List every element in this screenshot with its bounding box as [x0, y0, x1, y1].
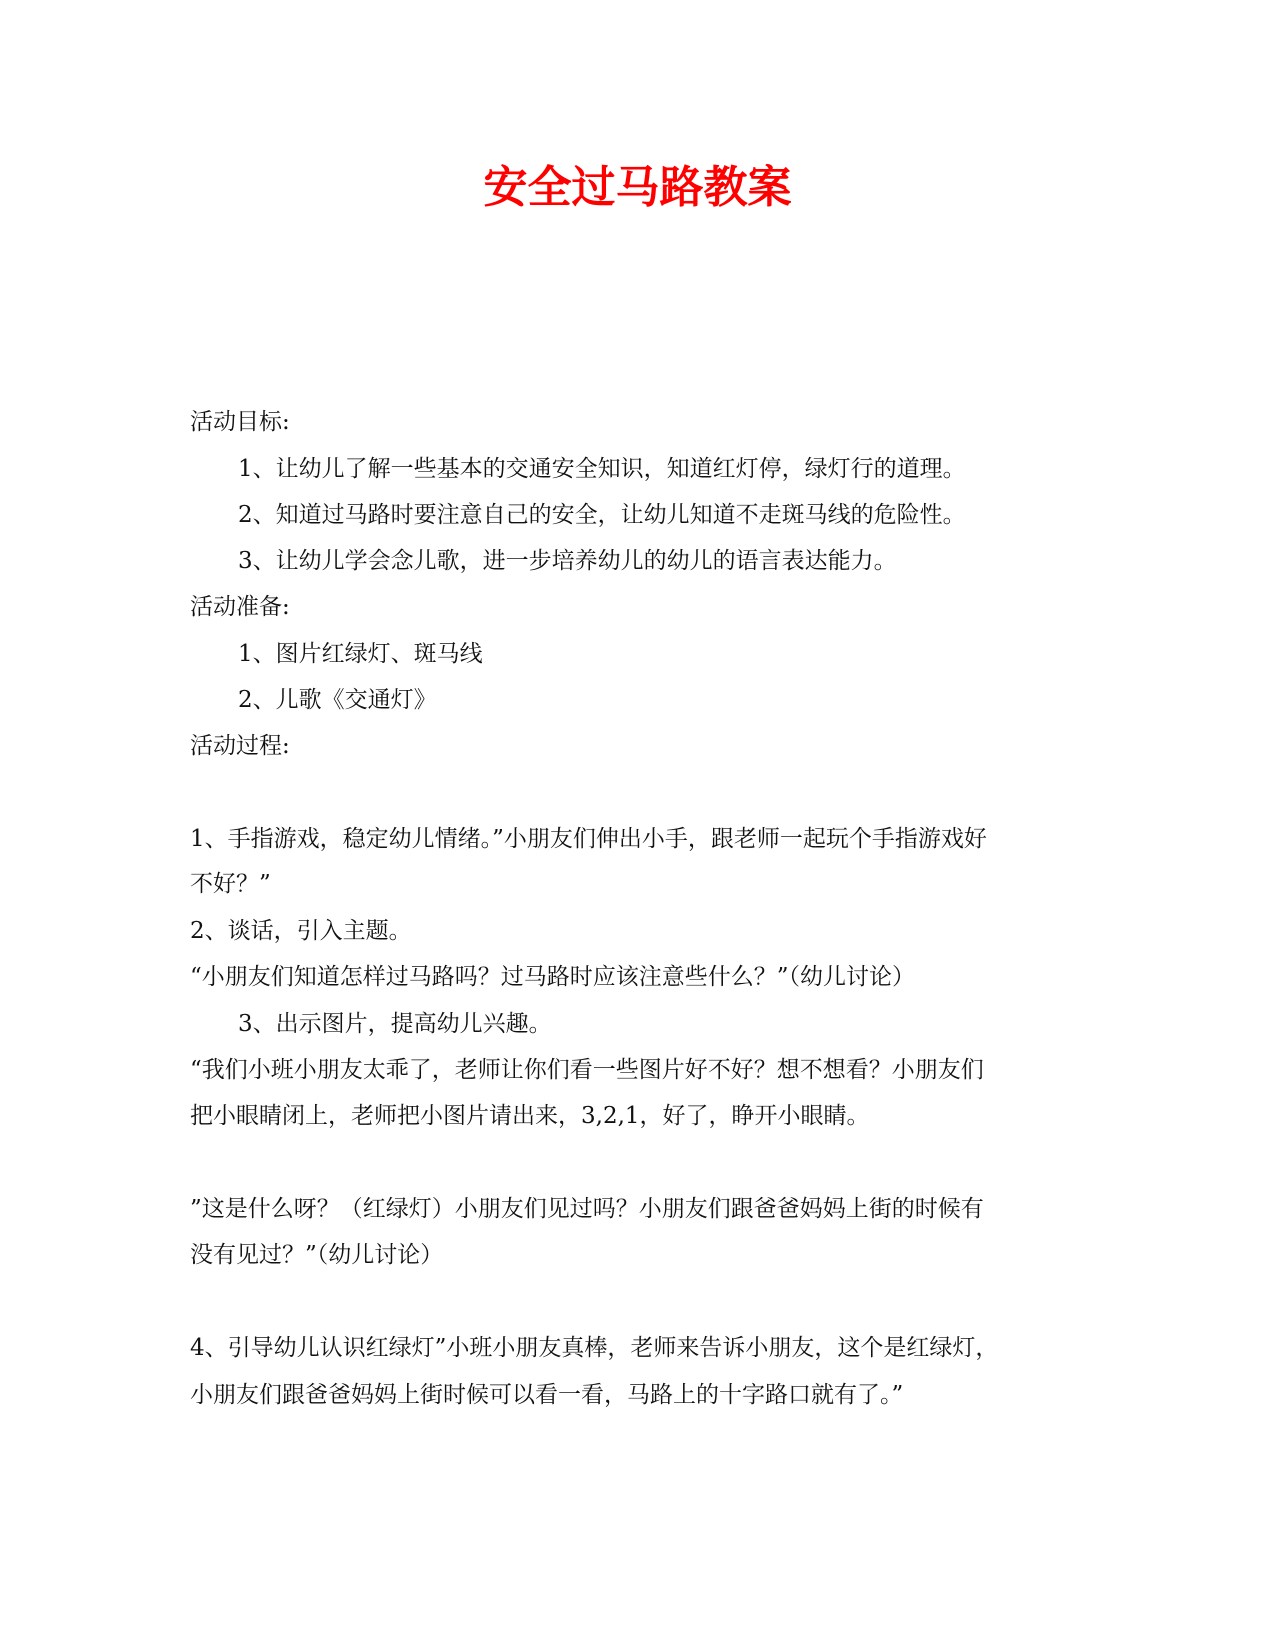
process-paragraph-line: 把小眼睛闭上，老师把小图片请出来，3,2,1，好了，睁开小眼睛。 [190, 1103, 870, 1129]
preparation-item-1: 1、图片红绿灯、斑马线 [238, 641, 483, 667]
process-step-heading: 2、谈话，引入主题。 [190, 918, 412, 944]
process-paragraph-line: ”这是什么呀？（红绿灯）小朋友们见过吗？小朋友们跟爸爸妈妈上街的时候有 [190, 1196, 984, 1222]
section-heading-goals: 活动目标: [190, 409, 290, 435]
section-heading-process: 活动过程: [190, 733, 290, 759]
process-step-heading: 3、出示图片，提高幼儿兴趣。 [238, 1011, 552, 1037]
process-paragraph-line: 1、手指游戏，稳定幼儿情绪。”小朋友们伸出小手，跟老师一起玩个手指游戏好 [190, 826, 987, 852]
goal-item-1: 1、让幼儿了解一些基本的交通安全知识，知道红灯停，绿灯行的道理。 [238, 456, 966, 482]
process-paragraph-line: 4、引导幼儿认识红绿灯”小班小朋友真棒，老师来告诉小朋友，这个是红绿灯， [190, 1335, 999, 1361]
process-paragraph-line: 小朋友们跟爸爸妈妈上街时候可以看一看，马路上的十字路口就有了。” [190, 1382, 904, 1408]
process-paragraph-line: “小朋友们知道怎样过马路吗？过马路时应该注意些什么？”（幼儿讨论） [190, 964, 916, 990]
process-paragraph-line: 没有见过？”（幼儿讨论） [190, 1242, 444, 1268]
section-heading-preparation: 活动准备: [190, 594, 290, 620]
process-paragraph-line: 不好？” [190, 871, 271, 897]
goal-item-3: 3、让幼儿学会念儿歌，进一步培养幼儿的幼儿的语言表达能力。 [238, 548, 897, 574]
goal-item-2: 2、知道过马路时要注意自己的安全，让幼儿知道不走斑马线的危险性。 [238, 502, 966, 528]
process-paragraph-line: “我们小班小朋友太乖了，老师让你们看一些图片好不好？想不想看？小朋友们 [190, 1057, 984, 1083]
document-title: 安全过马路教案 [483, 162, 792, 213]
preparation-item-2: 2、儿歌《交通灯》 [238, 687, 437, 713]
